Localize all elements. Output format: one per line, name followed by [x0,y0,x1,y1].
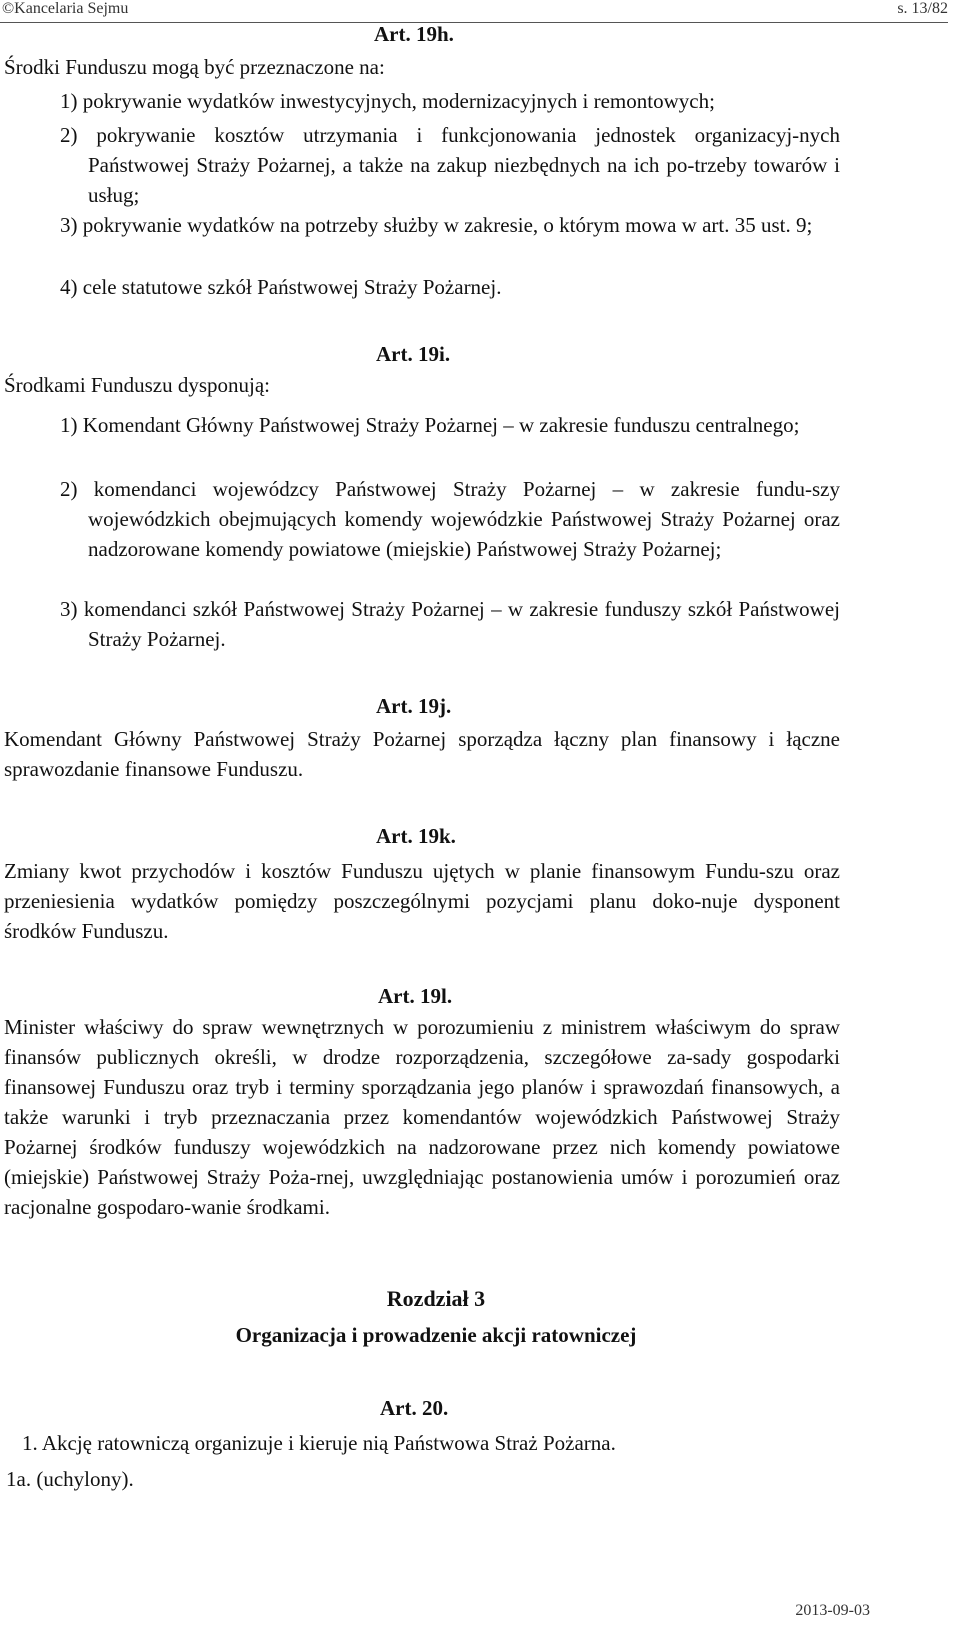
article-heading-19i: Art. 19i. [376,342,451,366]
article-19l-text: Minister właściwy do spraw wewnętrznych w porozumieniu z ministrem właściwym do spraw finansów publicznych określi, w drodze rozporządzenia, szczegółowe za-sady gospodarki finansowej Funduszu oraz tryb i terminy sporządzania jego planów i sprawozdań finansowych, a także warunki i tryb przeznaczania przez komendantów wojewódzkich Państwowej Straży Pożarnej środków funduszy wojewódzkich na nadzorowane przez nich komendy powiatowe (miejskie) Państwowej Straży Poża-rnej, uwzględniając postanowienia umów i porozumień oraz racjonalne gospodaro-wanie środkami. [4,1015,840,1219]
article-19h-intro: Środki Funduszu mogą być przeznaczone na: [4,55,385,79]
page-header [0,0,948,23]
publication-date: 2013-09-03 [795,1602,870,1619]
article-heading-20: Art. 20. [380,1396,449,1420]
article-19j-text: Komendant Główny Państwowej Straży Pożarnej sporządza łączny plan finansowy i łączne sprawozdanie finansowe Funduszu. [4,727,840,781]
page-number: s. 13/82 [897,0,948,17]
article-19h-item-4: 4) cele statutowe szkół Państwowej Straży Pożarnej. [60,275,502,299]
article-heading-19j: Art. 19j. [376,694,452,718]
article-19h-item-3: 3) pokrywanie wydatków na potrzeby służby w zakresie, o którym mowa w art. 35 ust. 9; [60,213,813,237]
article-heading-19h: Art. 19h. [374,22,454,46]
article-heading-19k: Art. 19k. [376,824,456,848]
publisher-label: ©Kancelaria Sejmu [2,0,129,17]
article-19i-item-2: 2) komendanci wojewódzcy Państwowej Straży Pożarnej – w zakresie fundu-szy wojewódzkich obejmujących komendy wojewódzkie Państwowej Straży Pożarnej oraz nadzorowane komendy powiatowe (miejskie) Państwowej Straży Pożarnej; [60,477,840,561]
article-19k-text: Zmiany kwot przychodów i kosztów Funduszu ujętych w planie finansowym Fundu-szu oraz przeniesienia wydatków pomiędzy poszczególnymi pozycjami planu doko-nuje dysponent środków Funduszu. [4,859,840,943]
article-19i-item-3: 3) komendanci szkół Państwowej Straży Pożarnej – w zakresie funduszy szkół Państwowej Straży Pożarnej. [60,597,840,651]
chapter-number: Rozdział 3 [386,1286,486,1311]
article-19h-item-1: 1) pokrywanie wydatków inwestycyjnych, modernizacyjnych i remontowych; [60,89,715,113]
article-20-item-1a: 1a. (uchylony). [6,1467,134,1491]
article-heading-19l: Art. 19l. [378,984,453,1008]
article-19i-intro: Środkami Funduszu dysponują: [4,373,270,397]
article-19h-item-2: 2) pokrywanie kosztów utrzymania i funkcjonowania jednostek organizacyj-nych Państwowej Straży Pożarnej, a także na zakup niezbędnych na ich po-trzeby towarów i usług; [60,123,840,207]
chapter-title: Organizacja i prowadzenie akcji ratowniczej [235,1323,637,1347]
article-19i-item-1: 1) Komendant Główny Państwowej Straży Pożarnej – w zakresie funduszu centralnego; [60,413,800,437]
article-20-item-1: 1. Akcję ratowniczą organizuje i kieruje nią Państwowa Straż Pożarna. [22,1431,616,1455]
